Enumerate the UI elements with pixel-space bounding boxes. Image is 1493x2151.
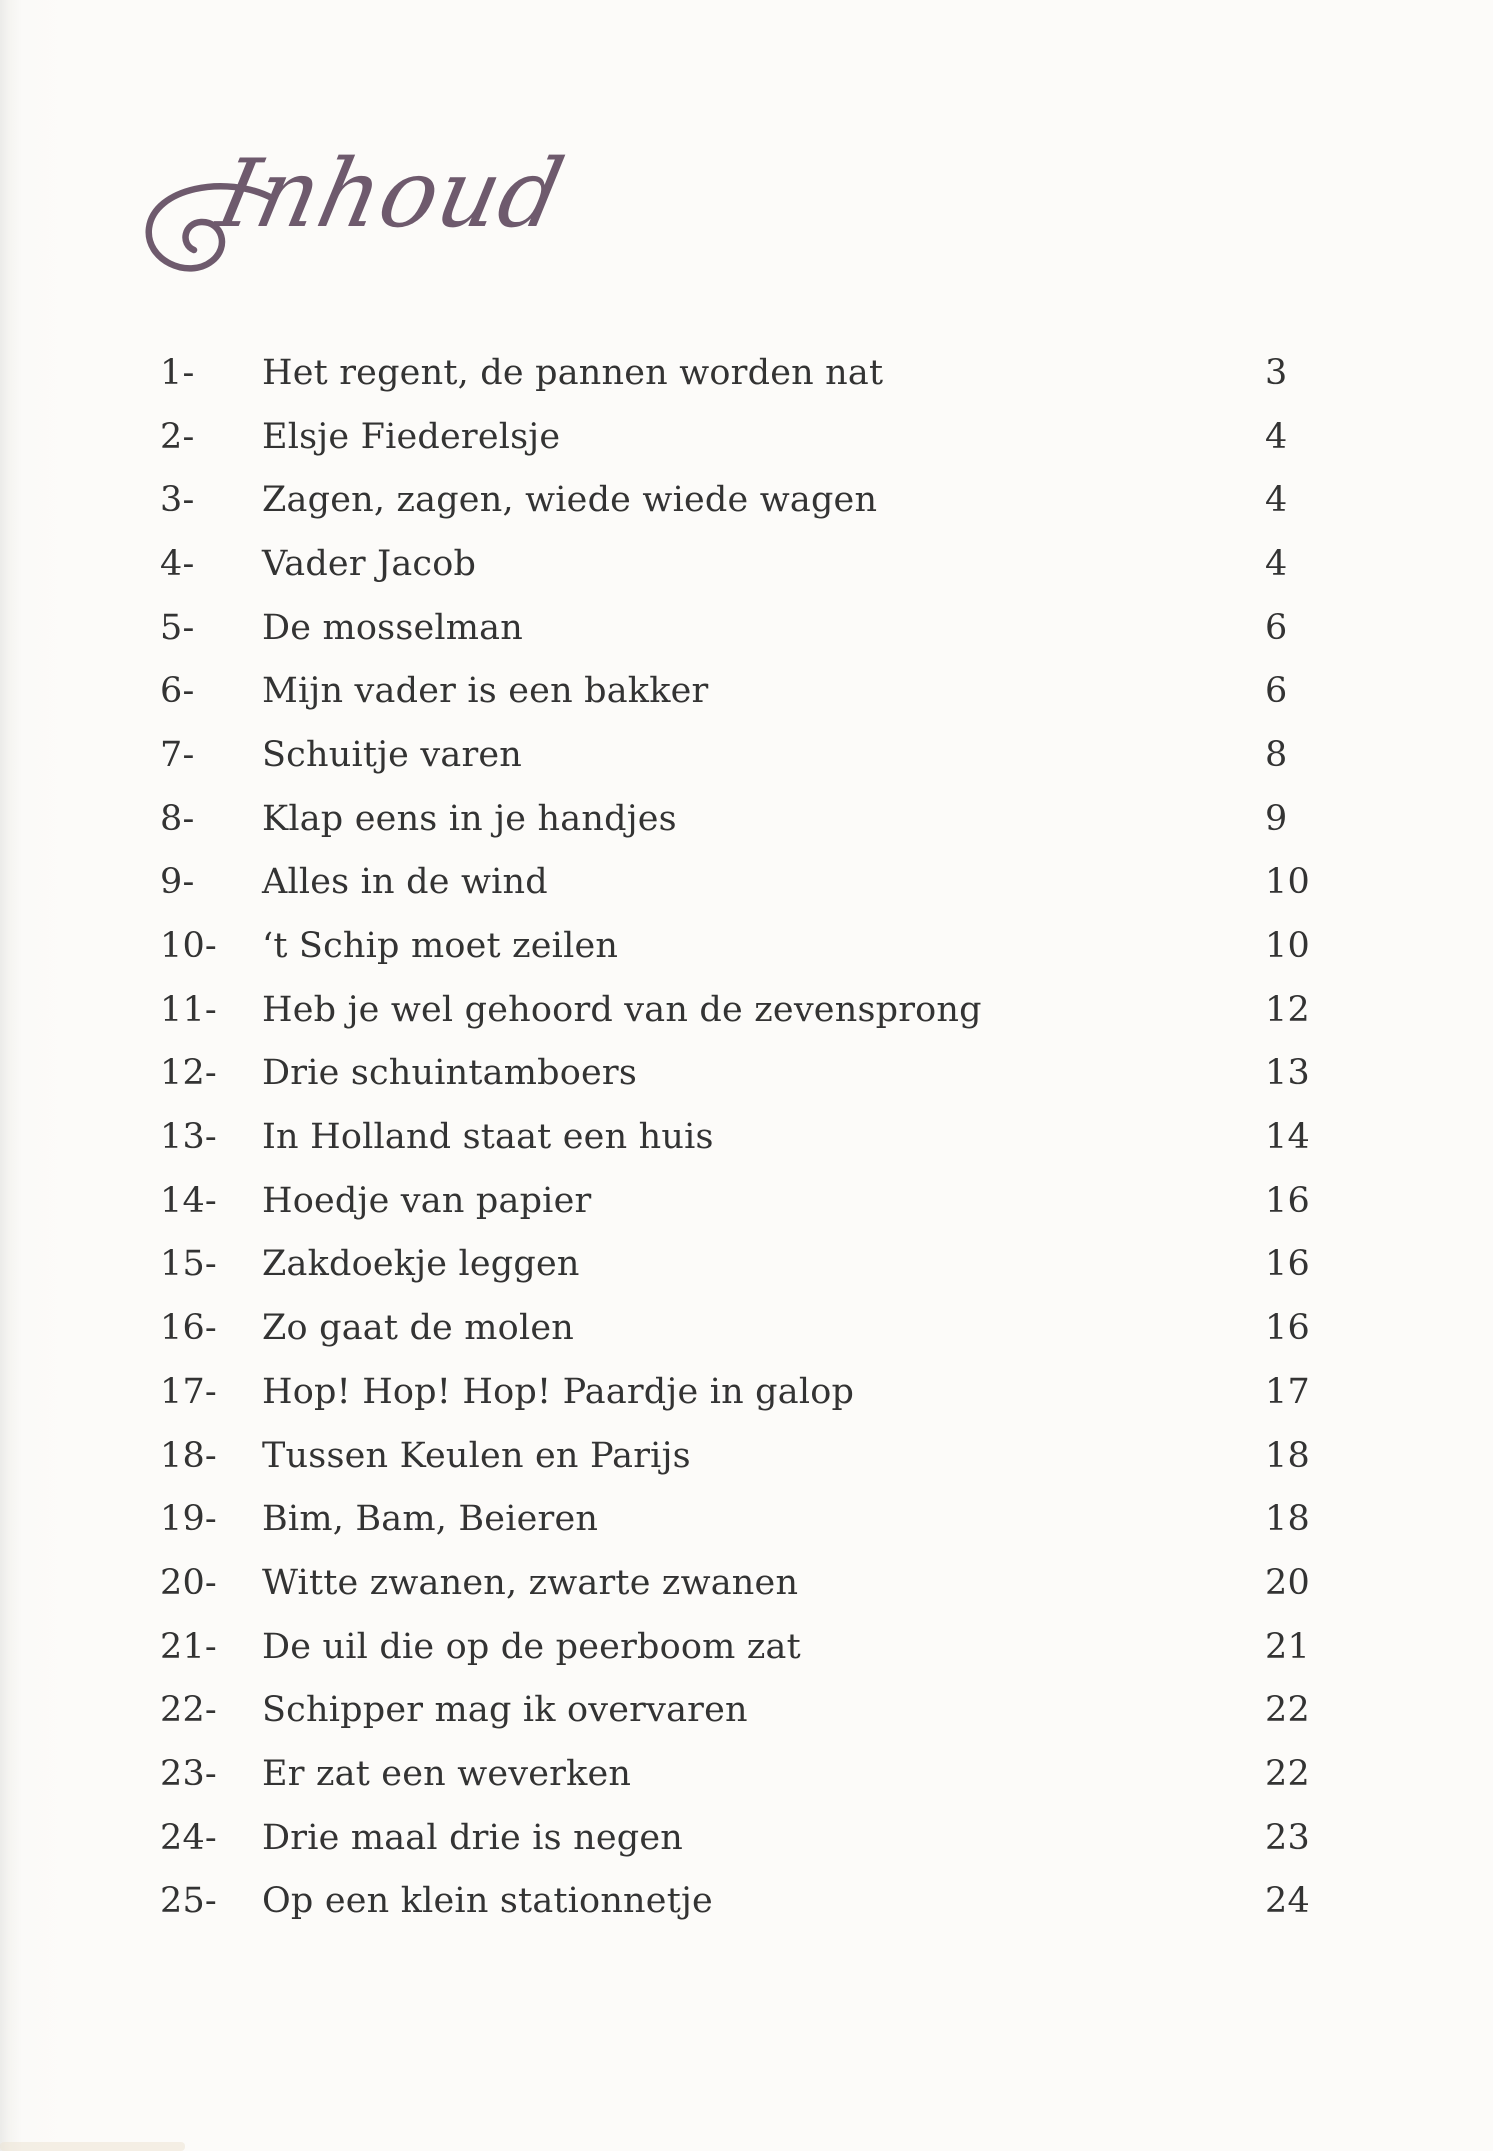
toc-item-page: 24	[1265, 1881, 1310, 1922]
toc-item-number: 23-	[160, 1753, 217, 1794]
toc-item-number: 7-	[160, 734, 195, 775]
toc-row	[160, 1870, 1410, 1934]
toc-item-page: 10	[1265, 862, 1310, 903]
toc-row	[160, 1487, 1410, 1551]
toc-item-page: 17	[1265, 1371, 1310, 1412]
toc-item-title: Hoedje van papier	[262, 1180, 592, 1221]
toc-item-page: 18	[1265, 1435, 1310, 1476]
toc-item-page: 9	[1265, 798, 1288, 839]
toc-item-page: 22	[1265, 1753, 1310, 1794]
page-header	[130, 120, 690, 310]
toc-item-page: 4	[1265, 543, 1288, 584]
toc-item-page: 8	[1265, 734, 1288, 775]
toc-item-title: Zakdoekje leggen	[262, 1244, 580, 1285]
toc-item-number: 10-	[160, 926, 217, 967]
toc-item-title: Tussen Keulen en Parijs	[262, 1435, 691, 1476]
toc-item-number: 16-	[160, 1308, 217, 1349]
toc-row	[160, 851, 1410, 915]
toc-row	[160, 914, 1410, 978]
toc-row	[160, 1233, 1410, 1297]
toc-row	[160, 1806, 1410, 1870]
toc-row	[160, 1105, 1410, 1169]
toc-row	[160, 1169, 1410, 1233]
toc-row	[160, 1360, 1410, 1424]
toc-item-title: Mijn vader is een bakker	[262, 671, 709, 712]
toc-item-number: 3-	[160, 480, 195, 521]
toc-item-page: 21	[1265, 1626, 1310, 1667]
toc-row	[160, 1678, 1410, 1742]
toc-row	[160, 659, 1410, 723]
page-title: Inhoud	[208, 140, 574, 249]
toc-item-number: 9-	[160, 862, 195, 903]
toc-item-title: Heb je wel gehoord van de zevensprong	[262, 989, 982, 1030]
toc-item-number: 5-	[160, 607, 195, 648]
toc-item-number: 19-	[160, 1499, 217, 1540]
toc-row	[160, 341, 1410, 405]
toc-item-page: 4	[1265, 416, 1288, 457]
toc-item-title: Zagen, zagen, wiede wiede wagen	[262, 480, 878, 521]
toc-item-title: Schuitje varen	[262, 734, 523, 775]
toc-row	[160, 1296, 1410, 1360]
toc-item-title: Bim, Bam, Beieren	[262, 1499, 599, 1540]
toc-item-number: 15-	[160, 1244, 217, 1285]
toc-item-number: 2-	[160, 416, 195, 457]
toc-item-number: 1-	[160, 352, 195, 393]
toc-item-page: 6	[1265, 671, 1288, 712]
scan-artifact	[0, 2142, 185, 2151]
toc-item-title: De uil die op de peerboom zat	[262, 1626, 801, 1667]
toc-item-number: 14-	[160, 1180, 217, 1221]
toc-item-page: 4	[1265, 480, 1288, 521]
toc-item-page: 6	[1265, 607, 1288, 648]
toc-item-number: 21-	[160, 1626, 217, 1667]
toc-item-page: 10	[1265, 926, 1310, 967]
toc-item-title: Op een klein stationnetje	[262, 1881, 713, 1922]
toc-item-number: 12-	[160, 1053, 217, 1094]
toc-item-title: Alles in de wind	[262, 862, 548, 903]
toc-item-page: 20	[1265, 1562, 1310, 1603]
toc-item-title: Het regent, de pannen worden nat	[262, 352, 884, 393]
toc-row	[160, 468, 1410, 532]
toc-item-number: 8-	[160, 798, 195, 839]
toc-row	[160, 723, 1410, 787]
toc-item-page: 18	[1265, 1499, 1310, 1540]
toc-item-page: 16	[1265, 1244, 1310, 1285]
toc-item-title: Drie schuintamboers	[262, 1053, 638, 1094]
toc-row	[160, 787, 1410, 851]
toc-item-title: Drie maal drie is negen	[262, 1817, 684, 1858]
toc-item-title: ‘t Schip moet zeilen	[262, 926, 619, 967]
toc-item-number: 18-	[160, 1435, 217, 1476]
toc-row	[160, 405, 1410, 469]
toc-item-page: 16	[1265, 1180, 1310, 1221]
toc-row	[160, 978, 1410, 1042]
toc-row	[160, 1615, 1410, 1679]
toc-item-title: Hop! Hop! Hop! Paardje in galop	[262, 1371, 855, 1412]
toc-row	[160, 1551, 1410, 1615]
toc-item-number: 13-	[160, 1117, 217, 1158]
toc-item-number: 25-	[160, 1881, 217, 1922]
toc-item-page: 3	[1265, 352, 1288, 393]
toc-item-title: Zo gaat de molen	[262, 1308, 574, 1349]
toc-item-number: 24-	[160, 1817, 217, 1858]
toc-item-number: 4-	[160, 543, 195, 584]
toc-item-title: De mosselman	[262, 607, 523, 648]
toc-item-number: 20-	[160, 1562, 217, 1603]
toc-item-page: 14	[1265, 1117, 1310, 1158]
toc-item-page: 16	[1265, 1308, 1310, 1349]
toc-item-page: 22	[1265, 1690, 1310, 1731]
toc-item-title: Er zat een weverken	[262, 1753, 632, 1794]
toc-row	[160, 532, 1410, 596]
toc-item-title: In Holland staat een huis	[262, 1117, 714, 1158]
toc-item-title: Vader Jacob	[262, 543, 477, 584]
toc-row	[160, 1424, 1410, 1488]
toc-row	[160, 1042, 1410, 1106]
toc-item-number: 22-	[160, 1690, 217, 1731]
toc-item-title: Schipper mag ik overvaren	[262, 1690, 748, 1731]
toc-item-page: 12	[1265, 989, 1310, 1030]
toc-item-title: Klap eens in je handjes	[262, 798, 677, 839]
toc-row	[160, 1742, 1410, 1806]
toc-item-title: Witte zwanen, zwarte zwanen	[262, 1562, 799, 1603]
toc-item-title: Elsje Fiederelsje	[262, 416, 561, 457]
toc-item-page: 23	[1265, 1817, 1310, 1858]
toc-item-page: 13	[1265, 1053, 1310, 1094]
toc-item-number: 17-	[160, 1371, 217, 1412]
toc-row	[160, 596, 1410, 660]
toc-item-number: 11-	[160, 989, 217, 1030]
toc-list	[160, 341, 1410, 1933]
toc-item-number: 6-	[160, 671, 195, 712]
